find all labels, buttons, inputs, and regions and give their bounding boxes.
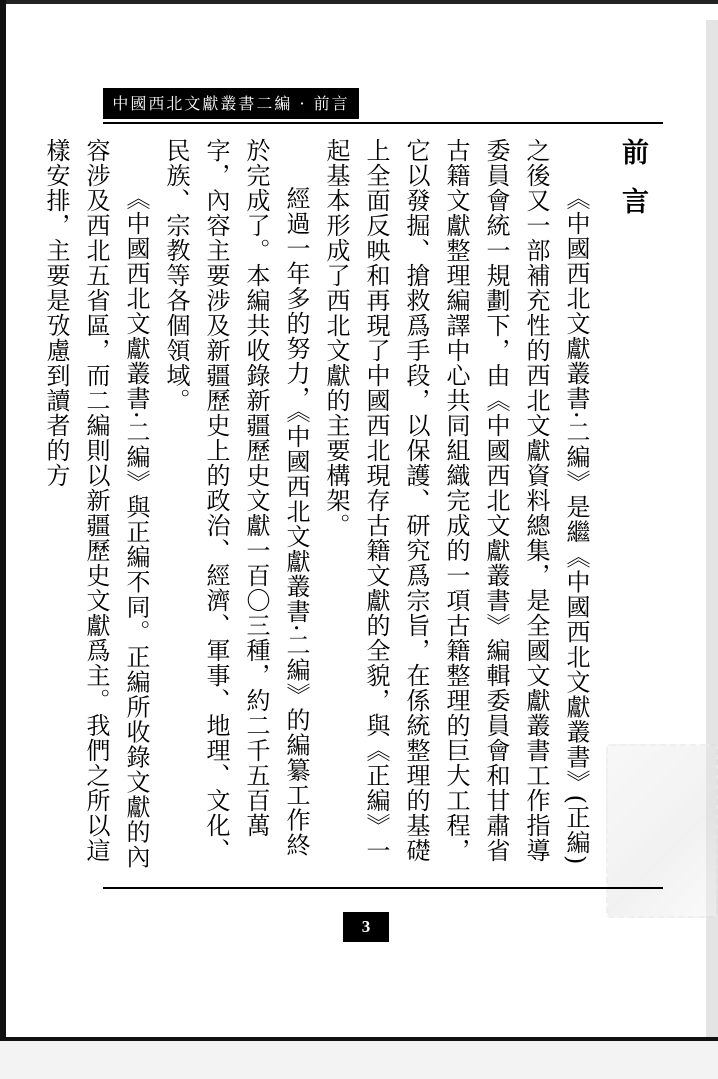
paragraph-1: 《中國西北文獻叢書·二編》是繼《中國西北文獻叢書》(正編)之後又一部補充性的西北文獻資料總集，是全國文獻叢書工作指導委員會統一規劃下，由《中國西北文獻叢書》編輯委員會和甘肅省古籍文獻整理編譯中心共同組織完成的一項古籍整理的巨大工程，它以發掘、搶救爲手段，以保護、研究爲宗旨，在係統整理的基礎上全面反映和再現了中國西北現存古籍文獻的全貌，與《正編》一起基本形成了西北文獻的主要構架。 <box>322 138 590 866</box>
header-rule <box>103 122 663 124</box>
faded-library-stamp <box>606 744 718 918</box>
paragraph-3: 《中國西北文獻叢書·二編》與正編不同。正編所收錄文獻的內容涉及西北五省區，而二編則以新疆歷史文獻爲主。我們之所以這樣安排，主要是攷慮到讀者的方 <box>42 138 150 870</box>
vertical-text-body <box>42 138 658 876</box>
scan-shadow-bottom <box>0 1041 718 1079</box>
page-border-top <box>0 0 718 4</box>
paragraph-2: 經過一年多的努力，《中國西北文獻叢書·二編》的編纂工作終於完成了。本編共收錄新疆歷史文獻一百〇三種，約二千五百萬字，內容主要涉及新疆歷史上的政治、經濟、軍事、地理、文化、民族、宗教等各個領域。 <box>162 138 310 863</box>
running-header: 中國西北文獻叢書二編 · 前言 <box>103 88 359 119</box>
page-number-badge: 3 <box>343 912 389 942</box>
footer-rule <box>103 887 663 889</box>
section-heading: 前言 <box>617 138 648 236</box>
page-border-left <box>0 0 6 1079</box>
